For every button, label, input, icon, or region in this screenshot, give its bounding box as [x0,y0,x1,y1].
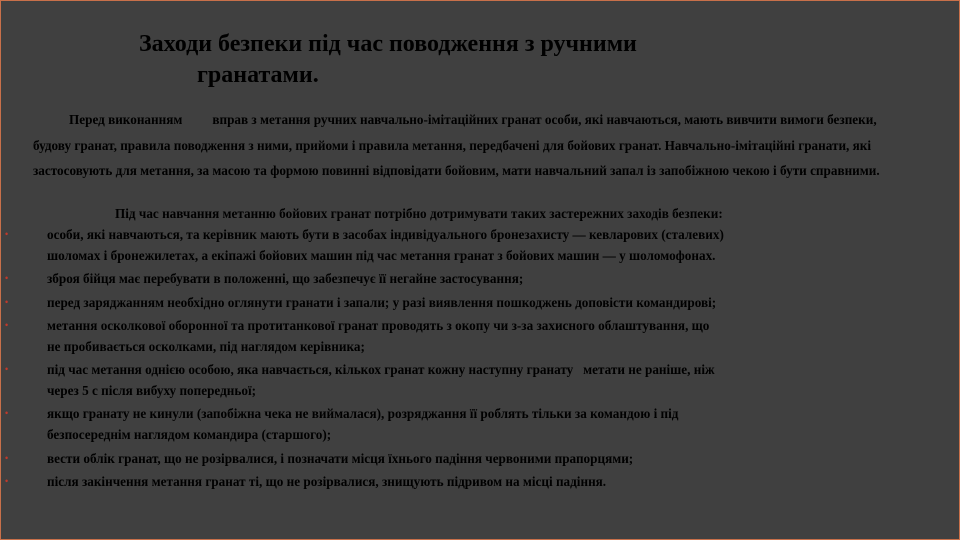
intro-paragraph [33,107,893,184]
list-item [1,316,941,358]
bullet-icon: • [5,319,9,330]
bullet-icon: • [5,475,9,486]
list-item-line-1: перед заряджанням необхідно оглянути гранати і запали; у разі виявлення пошкоджень доповісти командирові; [47,294,717,310]
list-item [1,360,941,402]
bullet-icon: • [5,364,9,375]
list-item-line-1: метання осколкової оборонної та протитанкової гранат проводять з окопу чи з-за захисного облаштування, що [47,317,710,333]
list-item-line-1: під час метання однією особою, яка навчається, кількох гранат кожну наступну гранату метати не раніше, ніж [47,362,715,378]
bullet-icon: • [5,273,9,284]
bullet-icon: • [5,452,9,463]
rules-lead-sentence: Під час навчання метанню бойових гранат потрібно дотримувати таких застережних заходів безпеки: [115,206,723,221]
bullet-icon: • [5,229,9,239]
list-item-line-1: після закінчення метання гранат ті, що не розірвалися, знищують підривом на місці падіння. [47,473,607,489]
list-item [1,472,941,493]
slide-title-line-2: гранатами. [197,62,319,88]
intro-start: Перед виконанням [69,112,183,127]
list-item-line-1: якщо гранату не кинули (запобіжна чека не виймалася), розряджання її роблять тільки за командою і під [47,406,679,422]
list-item-line-1: особи, які навчаються, та керівник мають бути в засобах індивідуального бронезахисту — кевларових (сталевих) [47,227,724,242]
safety-rules-list [1,225,941,495]
list-item [1,293,941,314]
slide-title [1,29,960,91]
list-item [1,269,941,290]
list-item [1,404,941,446]
list-item-line-2: шоломах і бронежилетах, а екіпажі бойових машин під час метання гранат з бойових машин — у шоломофонах. [47,247,716,263]
list-item-line-1: вести облік гранат, що не розірвалися, і позначати місця їхнього падіння червоними прапорцями; [47,450,634,466]
list-item [1,225,941,267]
list-item-line-2: не пробивається осколками, під наглядом керівника; [47,338,365,354]
bullet-icon: • [5,296,9,307]
list-item-line-2: через 5 с після вибуху попередньої; [47,382,256,398]
bullet-icon: • [5,408,9,419]
intro-rest: вправ з метання ручних навчально-імітаційних гранат особи, які навчаються, мають вивчити вимоги безпеки, будову гранат, правила поводження з ними, прийоми і правила метання, передбачені для бойових гранат. Навчально-імітаційні гранати, які застосовують для метання, за масою та формою повинні відповідати бойовим, мати навчальний запал із запобіжною чекою і бути справними. [33,112,880,179]
list-item-line-2: безпосереднім наглядом командира (старшого); [47,427,332,443]
slide-title-line-1: Заходи безпеки під час поводження з ручними [139,31,637,57]
list-item [1,449,941,470]
list-item-line-1: зброя бійця має перебувати в положенні, що забезпечує її негайне застосування; [47,271,524,287]
